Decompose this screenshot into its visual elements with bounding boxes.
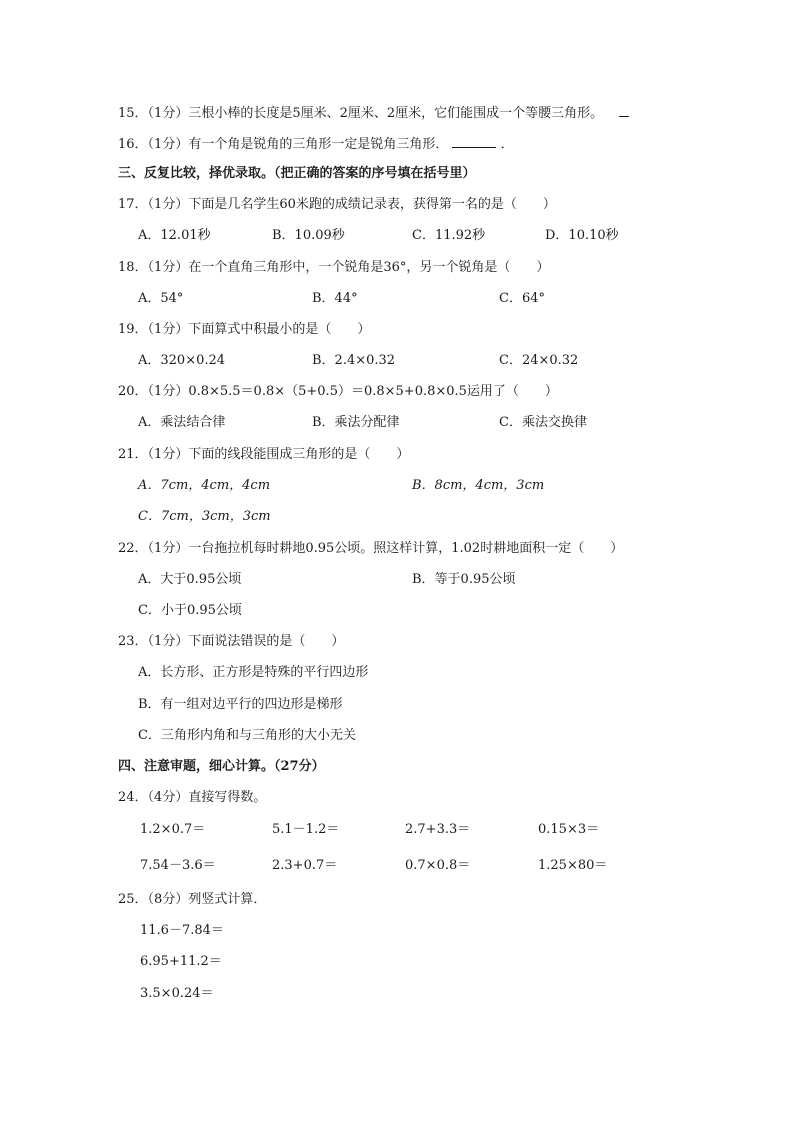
q25-calc-1: 11.6－7.84＝ [140, 923, 224, 938]
q24-calc-8: 1.25×80＝ [538, 858, 608, 873]
question-16-end: ． [500, 137, 514, 152]
question-15 [118, 102, 629, 122]
q17-option-a[interactable]: A．12.01秒 [138, 228, 211, 243]
q24-calc-1: 1.2×0.7＝ [140, 822, 206, 837]
q17-option-d[interactable]: D．10.10秒 [545, 228, 619, 243]
q24-calc-3: 2.7+3.3＝ [405, 822, 471, 837]
q22-option-a[interactable]: A．大于0.95公顷 [138, 572, 242, 587]
question-21-text: 21．（1分）下面的线段能围成三角形的是（ ） [118, 447, 410, 462]
q22-option-b[interactable]: B．等于0.95公顷 [412, 572, 516, 587]
section-4-title: 四、注意审题，细心计算。（27分） [118, 759, 325, 774]
answer-blank-16[interactable] [452, 133, 496, 148]
q24-calc-2: 5.1－1.2＝ [272, 822, 340, 837]
q21-option-c[interactable]: C．7cm，3cm，3cm [138, 509, 271, 524]
q24-calc-5: 7.54－3.6＝ [140, 858, 216, 873]
question-18-text: 18．（1分）在一个直角三角形中，一个锐角是36°，另一个锐角是（ ） [118, 260, 550, 275]
question-24-text: 24．（4分）直接写得数。 [118, 790, 267, 805]
question-22-text: 22．（1分）一台拖拉机每时耕地0.95公顷。照这样计算，1.02时耕地面积一定（ ） [118, 541, 624, 556]
question-17-text: 17．（1分）下面是几名学生60米跑的成绩记录表，获得第一名的是（ ） [118, 197, 556, 212]
q25-calc-3: 3.5×0.24＝ [140, 986, 214, 1001]
q23-option-c[interactable]: C．三角形内角和与三角形的大小无关 [138, 728, 356, 743]
q24-calc-7: 0.7×0.8＝ [405, 858, 471, 873]
q20-option-a[interactable]: A．乘法结合律 [138, 415, 226, 430]
q20-option-b[interactable]: B．乘法分配律 [312, 415, 400, 430]
q23-option-a[interactable]: A．长方形、正方形是特殊的平行四边形 [138, 665, 369, 680]
q24-calc-6: 2.3+0.7＝ [272, 858, 338, 873]
q17-option-b[interactable]: B．10.09秒 [272, 228, 345, 243]
question-16 [118, 133, 514, 153]
answer-blank-15[interactable] [619, 102, 629, 117]
q23-option-b[interactable]: B．有一组对边平行的四边形是梯形 [138, 697, 343, 712]
question-15-text: 15．（1分）三根小棒的长度是5厘米、2厘米、2厘米，它们能围成一个等腰三角形。 [118, 106, 604, 121]
q24-calc-4: 0.15×3＝ [538, 822, 600, 837]
q18-option-b[interactable]: B．44° [312, 291, 358, 306]
question-25-text: 25．（8分）列竖式计算． [118, 892, 267, 907]
question-16-text: 16．（1分）有一个角是锐角的三角形一定是锐角三角形． [118, 137, 449, 152]
question-20-text: 20．（1分）0.8×5.5＝0.8×（5+0.5）＝0.8×5+0.8×0.5运用了（ ） [118, 384, 558, 399]
q19-option-a[interactable]: A．320×0.24 [138, 353, 226, 368]
q25-calc-2: 6.95+11.2＝ [140, 954, 222, 969]
q21-option-b[interactable]: B．8cm，4cm，3cm [412, 478, 545, 493]
section-3-title: 三、反复比较，择优录取。（把正确的答案的序号填在括号里） [118, 166, 476, 181]
q22-option-c[interactable]: C．小于0.95公顷 [138, 603, 242, 618]
q17-option-c[interactable]: C．11.92秒 [412, 228, 486, 243]
q21-option-a[interactable]: A．7cm，4cm，4cm [138, 478, 271, 493]
q18-option-a[interactable]: A．54° [138, 291, 184, 306]
question-19-text: 19．（1分）下面算式中积最小的是（ ） [118, 322, 371, 337]
q20-option-c[interactable]: C．乘法交换律 [499, 415, 587, 430]
q19-option-c[interactable]: C．24×0.32 [499, 353, 579, 368]
question-23-text: 23．（1分）下面说法错误的是（ ） [118, 634, 345, 649]
q18-option-c[interactable]: C．64° [499, 291, 545, 306]
q19-option-b[interactable]: B．2.4×0.32 [312, 353, 396, 368]
